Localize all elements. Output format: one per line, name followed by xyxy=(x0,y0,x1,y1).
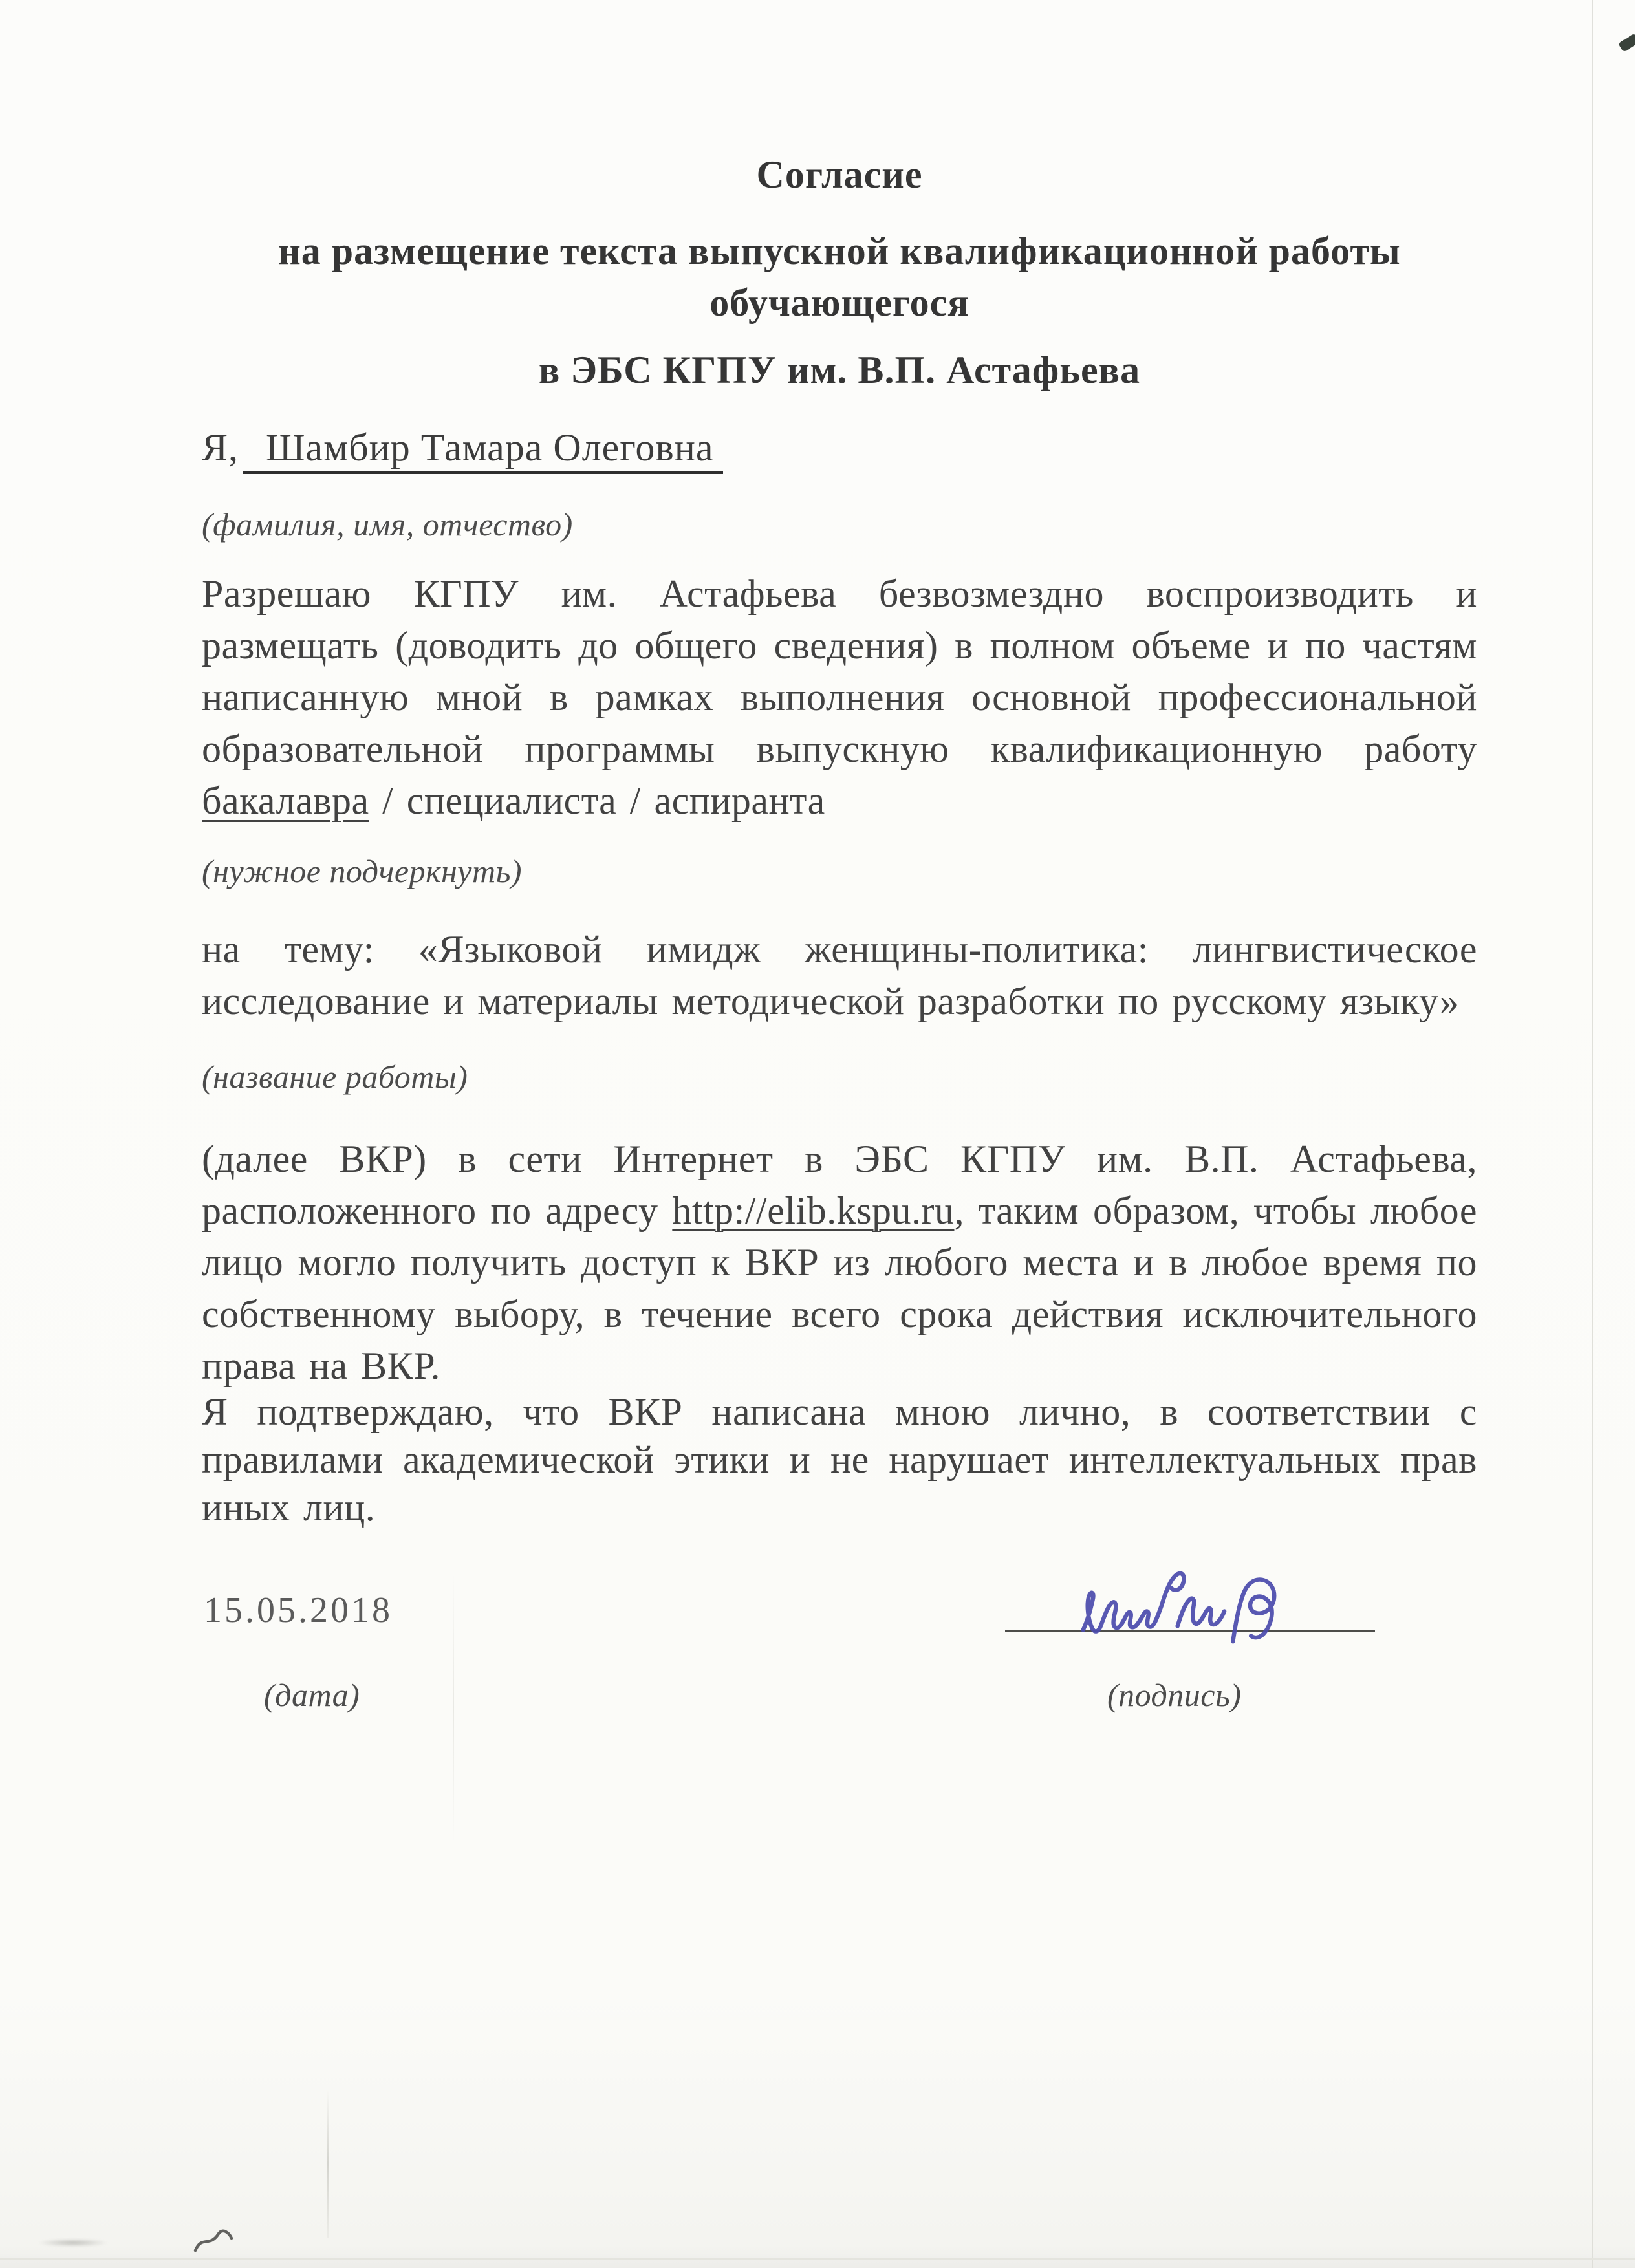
scan-artifact-vertical-line xyxy=(1592,0,1593,2268)
elibrary-url: http://elib.kspu.ru xyxy=(672,1189,955,1232)
underline-instruction-caption: (нужное подчеркнуть) xyxy=(202,853,522,889)
declarant-name: Шамбир Тамара Олеговна xyxy=(243,426,722,474)
placement-paragraph xyxy=(202,1133,1477,1392)
document-subtitle-line1: на размещение текста выпускной квалификационной работы xyxy=(278,230,1401,272)
placement-text-part2: , таким образом, чтобы любое лицо могло получить доступ к ВКР из любого места и в любое время по собственному выбору, в течение всего срока действия исключительного права на ВКР. xyxy=(202,1189,1478,1387)
signature-handwriting xyxy=(1074,1564,1302,1654)
scan-artifact-smudge xyxy=(38,2239,109,2247)
placement-text-part1: (далее ВКР) в сети Интернет в ЭБС КГПУ им. В.П. Астафьева, расположенного по адресу xyxy=(202,1138,1477,1232)
permission-paragraph xyxy=(202,568,1477,826)
signature-caption: (подпись) xyxy=(1107,1677,1242,1713)
confirmation-paragraph: Я подтверждаю, что ВКР написана мною лично, в соответствии с правилами академической этики и не нарушает интеллектуальных прав иных лиц. xyxy=(202,1390,1477,1529)
date-value: 15.05.2018 xyxy=(204,1590,393,1630)
declarant-prefix: Я, xyxy=(202,426,239,469)
scan-artifact-bottom-edge xyxy=(0,2258,1635,2260)
scan-artifact-squiggle xyxy=(193,2227,241,2256)
permission-text-part1: Разрешаю КГПУ им. Астафьева безвозмездно воспроизводить и размещать (доводить до общего сведения) в полном объеме и по частям написанную мной в рамках выполнения основной профессиональной образовательной программы выпускную квалификационную работу xyxy=(202,572,1477,770)
permission-underlined-option: бакалавра xyxy=(202,779,369,822)
scan-artifact-streak xyxy=(327,2089,329,2238)
document-title: Согласие xyxy=(756,153,923,196)
thesis-topic-caption: (название работы) xyxy=(202,1059,468,1095)
document-subtitle-line3: в ЭБС КГПУ им. В.П. Астафьева xyxy=(538,349,1141,391)
scan-artifact-streak-faint xyxy=(453,1571,454,1843)
scan-artifact-corner-mark xyxy=(1618,33,1635,52)
thesis-topic-paragraph: на тему: «Языковой имидж женщины-политика: лингвистическое исследование и материалы методической разработки по русскому языку» xyxy=(202,928,1477,1022)
declarant-line xyxy=(202,426,1477,474)
declarant-name-caption: (фамилия, имя, отчество) xyxy=(202,506,573,543)
document-subtitle-line2: обучающегося xyxy=(709,281,969,324)
date-caption: (дата) xyxy=(264,1677,360,1713)
permission-text-part2: / специалиста / аспиранта xyxy=(369,779,825,822)
